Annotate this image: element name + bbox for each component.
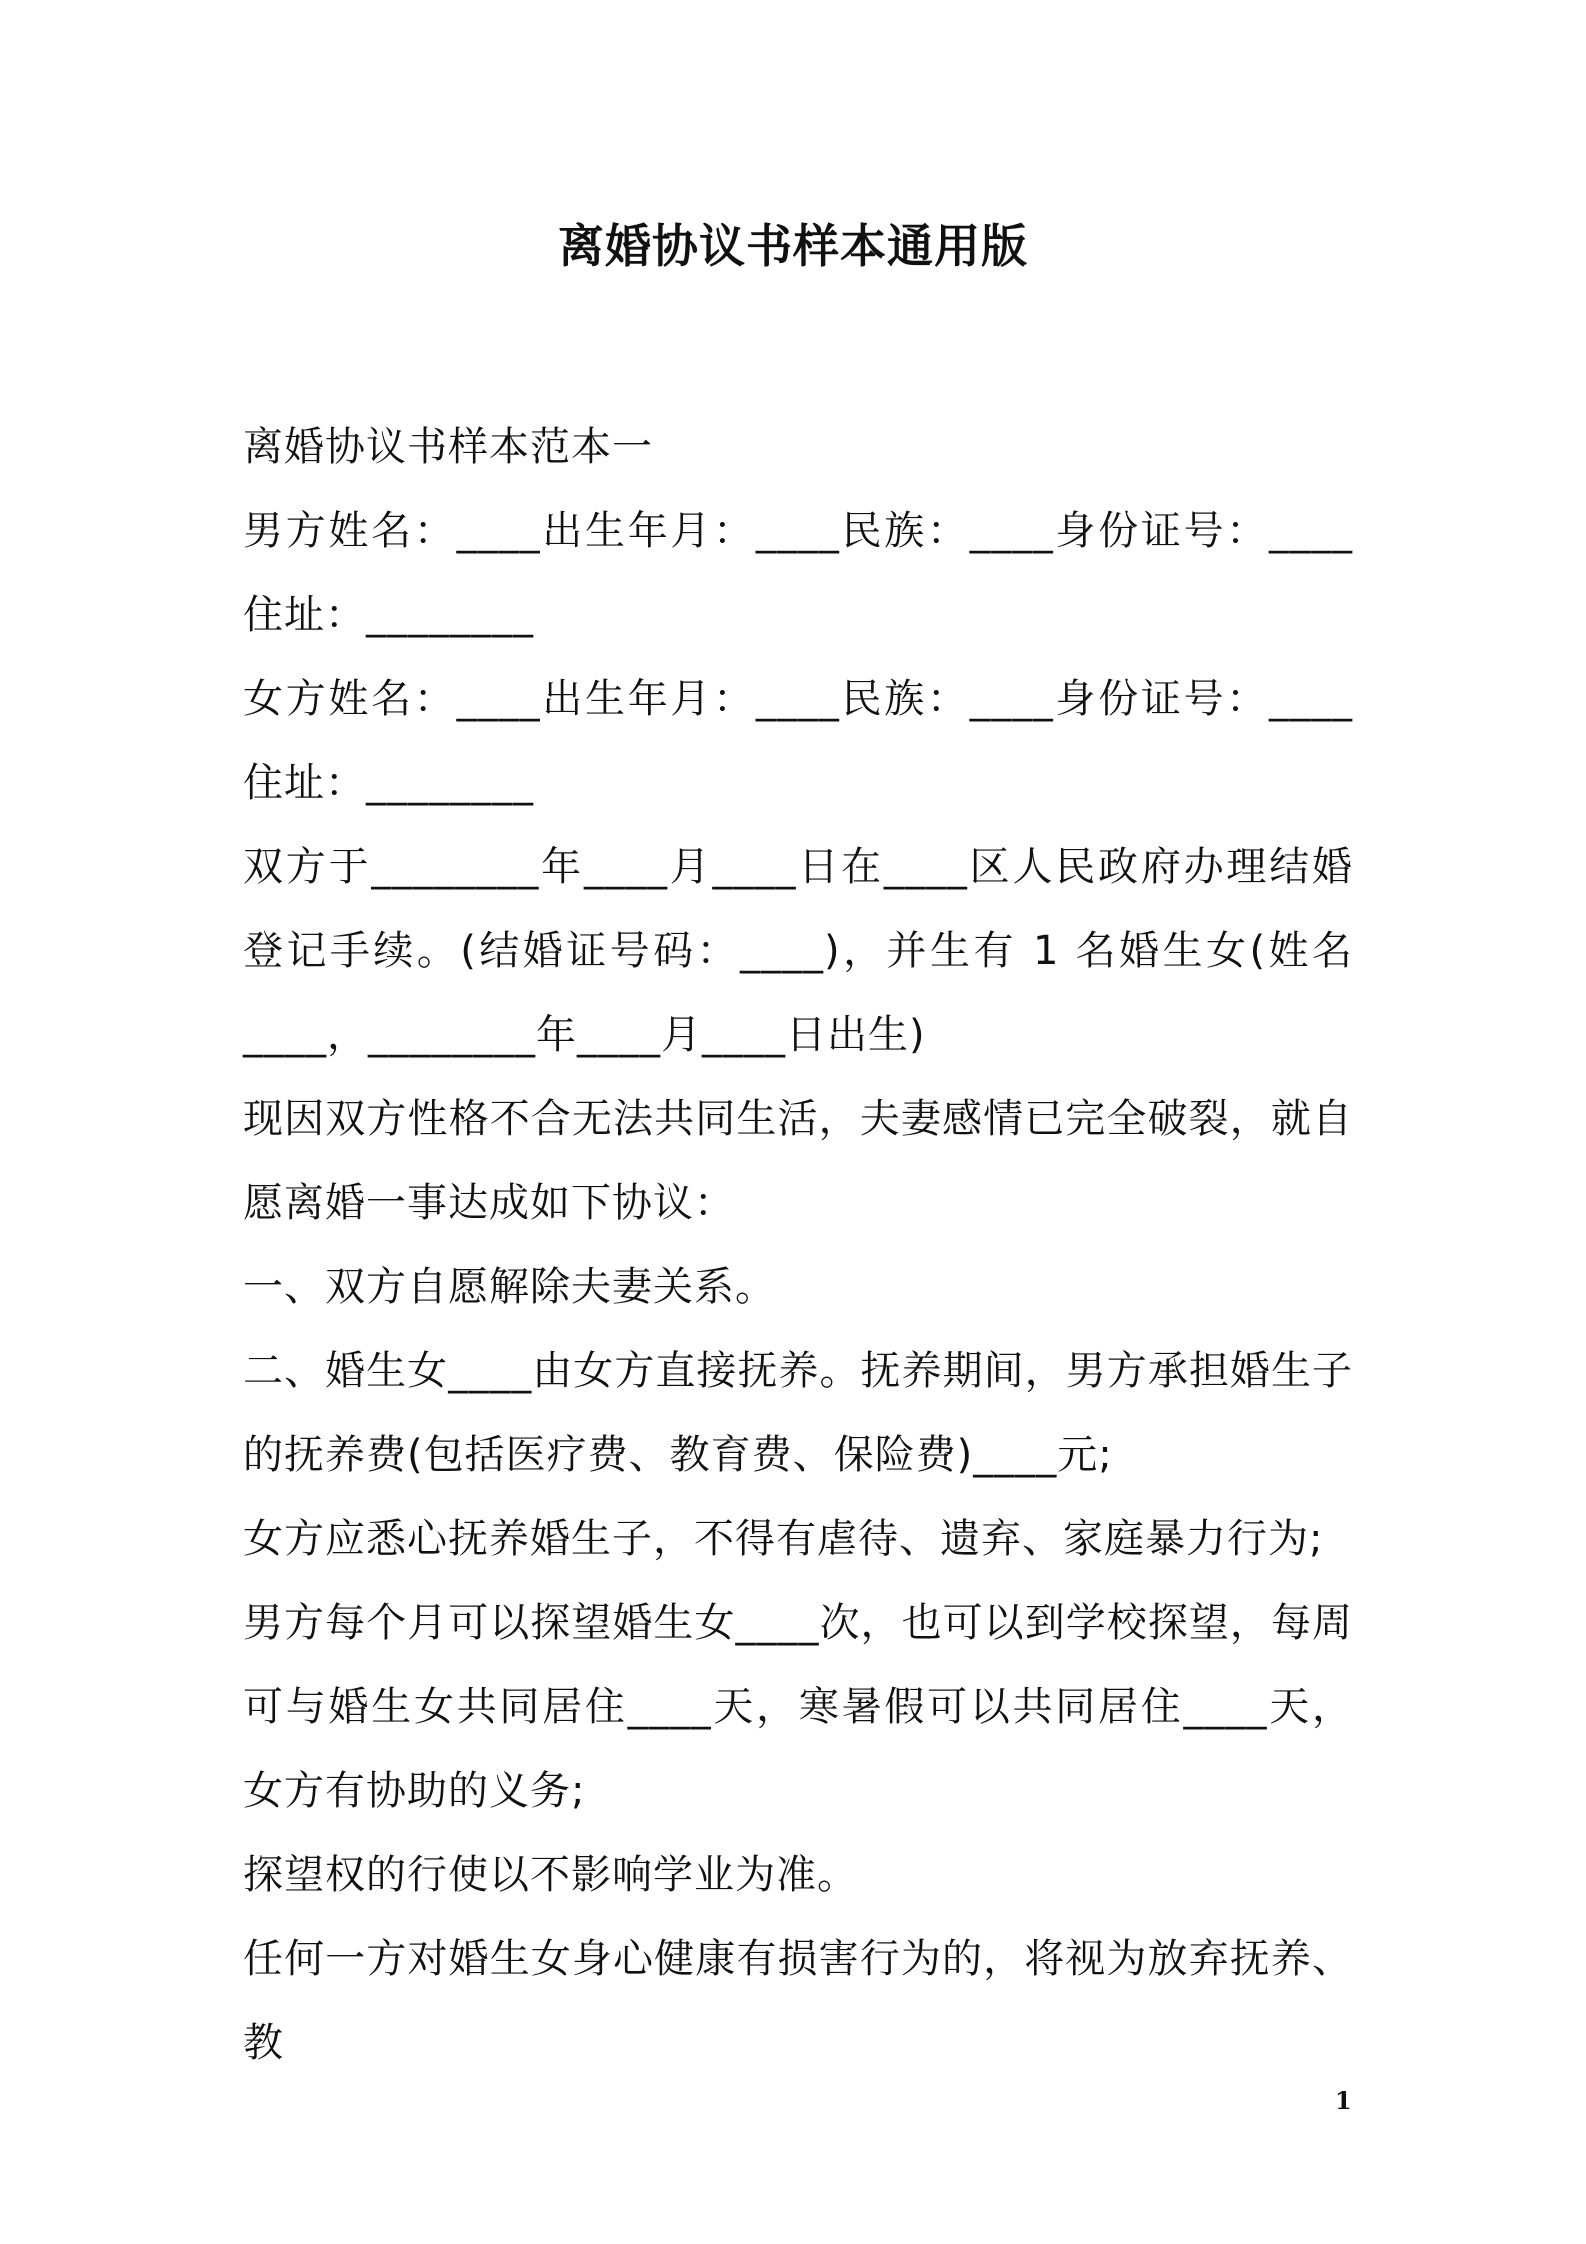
female-party-info: 女方姓名：____出生年月：____民族：____身份证号：____住址：________ (243, 676, 1353, 806)
male-party-info: 男方姓名：____出生年月：____民族：____身份证号：____住址：________ (243, 508, 1353, 638)
section-heading: 离婚协议书样本范本一 (243, 424, 653, 470)
harm-clause-paragraph: 任何一方对婚生女身心健康有损害行为的，将视为放弃抚养、教 (243, 1936, 1353, 2066)
clause-two: 二、婚生女____由女方直接抚养。抚养期间，男方承担婚生子的抚养费(包括医疗费、教育费、保险费)____元; (243, 1348, 1353, 1478)
custody-duty-paragraph: 女方应悉心抚养婚生子，不得有虐待、遗弃、家庭暴力行为; (243, 1516, 1324, 1562)
document-body (243, 405, 1353, 2085)
page-number: 1 (1335, 2086, 1352, 2115)
marriage-registration-paragraph: 双方于________年____月____日在____区人民政府办理结婚登记手续。(结婚证号码：____)，并生有 1 名婚生女(姓名____，________年____月____日出生) (243, 844, 1353, 1058)
divorce-reason-paragraph: 现因双方性格不合无法共同生活，夫妻感情已完全破裂，就自愿离婚一事达成如下协议： (243, 1096, 1353, 1226)
document-title: 离婚协议书样本通用版 (558, 219, 1028, 273)
visitation-condition-paragraph: 探望权的行使以不影响学业为准。 (243, 1852, 858, 1898)
visitation-paragraph: 男方每个月可以探望婚生女____次，也可以到学校探望，每周可与婚生女共同居住____天，寒暑假可以共同居住____天，女方有协助的义务; (243, 1600, 1353, 1814)
clause-one: 一、双方自愿解除夫妻关系。 (243, 1264, 776, 1310)
